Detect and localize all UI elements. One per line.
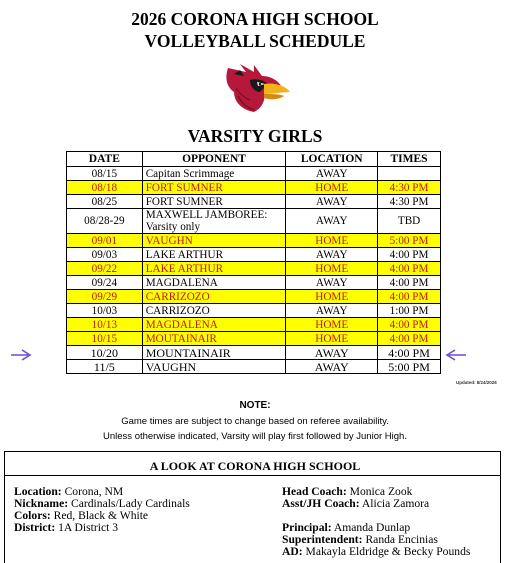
right-arrow-icon bbox=[10, 349, 32, 361]
table-row bbox=[67, 318, 441, 332]
table-row bbox=[67, 209, 441, 234]
cell-location: AWAY bbox=[286, 304, 378, 318]
table-row bbox=[67, 181, 441, 195]
cell-time: 5:00 PM bbox=[378, 234, 441, 248]
info-ad-label: AD: bbox=[282, 545, 303, 558]
note-title: NOTE: bbox=[239, 400, 271, 411]
cell-location: HOME bbox=[286, 262, 378, 276]
schedule-table bbox=[66, 151, 441, 374]
cell-time: 4:00 PM bbox=[378, 290, 441, 304]
schedule-title-line1: 2026 CORONA HIGH SCHOOL bbox=[131, 9, 379, 29]
cell-location: AWAY bbox=[286, 360, 378, 374]
cell-opponent: FORT SUMNER bbox=[142, 195, 286, 209]
cell-location: AWAY bbox=[286, 248, 378, 262]
note-line-2: Unless otherwise indicated, Varsity will play first followed by Junior High. bbox=[103, 431, 407, 442]
info-asst-coach-label: Asst/JH Coach: bbox=[282, 497, 360, 510]
updated-stamp: Updated: 8/24/2026 bbox=[456, 380, 497, 385]
cell-time: 4:00 PM bbox=[378, 318, 441, 332]
info-principal-value: Amanda Dunlap bbox=[333, 521, 411, 534]
info-nickname-value: Cardinals/Lady Cardinals bbox=[71, 497, 190, 510]
cell-date: 09/01 bbox=[67, 234, 143, 248]
cell-time bbox=[378, 167, 441, 181]
info-asst-coach-value: Alicia Zamora bbox=[361, 497, 430, 510]
table-row bbox=[67, 332, 441, 346]
cell-time: 4:00 PM bbox=[378, 346, 441, 360]
cell-date: 09/22 bbox=[67, 262, 143, 276]
cell-opponent: MOUNTAINAIR bbox=[142, 346, 286, 360]
table-row bbox=[67, 304, 441, 318]
info-superintendent-value: Randa Encinias bbox=[365, 533, 438, 546]
table-row bbox=[67, 346, 441, 360]
info-principal-label: Principal: bbox=[282, 521, 332, 534]
cell-date: 08/28-29 bbox=[67, 209, 143, 234]
cell-date: 08/25 bbox=[67, 195, 143, 209]
table-row bbox=[67, 195, 441, 209]
cell-location: AWAY bbox=[286, 167, 378, 181]
cell-date: 10/13 bbox=[67, 318, 143, 332]
cell-time: 4:00 PM bbox=[378, 262, 441, 276]
table-row bbox=[67, 276, 441, 290]
cell-date: 10/20 bbox=[67, 346, 143, 360]
info-location-value: Corona, NM bbox=[64, 485, 124, 498]
cell-time: 5:00 PM bbox=[378, 360, 441, 374]
cell-opponent: VAUGHN bbox=[142, 234, 286, 248]
info-colors-value: Red, Black & White bbox=[53, 509, 149, 522]
school-info-divider bbox=[4, 475, 501, 476]
cell-date: 09/03 bbox=[67, 248, 143, 262]
info-ad bbox=[282, 545, 470, 558]
info-colors-label: Colors: bbox=[14, 509, 51, 522]
info-head-coach-label: Head Coach: bbox=[282, 485, 347, 498]
column-header-times: TIMES bbox=[378, 152, 441, 167]
cell-opponent: CARRIZOZO bbox=[142, 304, 286, 318]
column-header-date: DATE bbox=[67, 152, 143, 167]
cell-time: 4:00 PM bbox=[378, 248, 441, 262]
cell-opponent: MOUTAINAIR bbox=[142, 332, 286, 346]
cell-date: 10/15 bbox=[67, 332, 143, 346]
cell-location: HOME bbox=[286, 332, 378, 346]
cell-opponent: MAGDALENA bbox=[142, 318, 286, 332]
cell-time: 4:00 PM bbox=[378, 332, 441, 346]
cell-location: AWAY bbox=[286, 209, 378, 234]
cell-opponent: Capitan Scrimmage bbox=[142, 167, 286, 181]
cell-opponent: VAUGHN bbox=[142, 360, 286, 374]
cell-opponent: CARRIZOZO bbox=[142, 290, 286, 304]
cell-opponent: LAKE ARTHUR bbox=[142, 248, 286, 262]
cardinal-logo-icon bbox=[220, 62, 292, 114]
table-header-row bbox=[67, 152, 441, 167]
table-row bbox=[67, 248, 441, 262]
school-info-title: A LOOK AT CORONA HIGH SCHOOL bbox=[149, 459, 361, 473]
column-header-location: LOCATION bbox=[286, 152, 378, 167]
cell-time: 4:30 PM bbox=[378, 181, 441, 195]
info-district bbox=[14, 521, 118, 534]
cell-opponent: MAXWELL JAMBOREE: Varsity only bbox=[142, 209, 286, 234]
cell-location: HOME bbox=[286, 234, 378, 248]
cell-location: HOME bbox=[286, 318, 378, 332]
table-row bbox=[67, 262, 441, 276]
cell-date: 09/29 bbox=[67, 290, 143, 304]
cell-location: AWAY bbox=[286, 195, 378, 209]
info-nickname-label: Nickname: bbox=[14, 497, 69, 510]
section-title: VARSITY GIRLS bbox=[187, 126, 323, 146]
left-arrow-icon bbox=[445, 349, 467, 361]
cell-opponent: MAGDALENA bbox=[142, 276, 286, 290]
cell-opponent: FORT SUMNER bbox=[142, 181, 286, 195]
table-row bbox=[67, 360, 441, 374]
info-district-label: District: bbox=[14, 521, 56, 534]
info-ad-value: Makayla Eldridge & Becky Pounds bbox=[305, 545, 471, 558]
info-superintendent-label: Superintendent: bbox=[282, 533, 363, 546]
table-row bbox=[67, 290, 441, 304]
cell-date: 08/15 bbox=[67, 167, 143, 181]
cell-time: 4:30 PM bbox=[378, 195, 441, 209]
info-head-coach-value: Monica Zook bbox=[349, 485, 413, 498]
cell-location: HOME bbox=[286, 290, 378, 304]
cell-location: AWAY bbox=[286, 346, 378, 360]
info-asst-coach bbox=[282, 497, 429, 510]
schedule-title-line2: VOLLEYBALL SCHEDULE bbox=[144, 31, 366, 51]
info-district-value: 1A District 3 bbox=[58, 521, 119, 534]
cell-time: 1:00 PM bbox=[378, 304, 441, 318]
table-row bbox=[67, 167, 441, 181]
cell-location: HOME bbox=[286, 181, 378, 195]
cell-time: TBD bbox=[378, 209, 441, 234]
table-row bbox=[67, 234, 441, 248]
cell-time: 4:00 PM bbox=[378, 276, 441, 290]
note-line-1: Game times are subject to change based on referee availability. bbox=[121, 416, 389, 427]
cell-date: 11/5 bbox=[67, 360, 143, 374]
info-location-label: Location: bbox=[14, 485, 62, 498]
cell-date: 08/18 bbox=[67, 181, 143, 195]
cell-location: AWAY bbox=[286, 276, 378, 290]
cell-date: 10/03 bbox=[67, 304, 143, 318]
column-header-opponent: OPPONENT bbox=[142, 152, 286, 167]
cell-opponent: LAKE ARTHUR bbox=[142, 262, 286, 276]
cell-date: 09/24 bbox=[67, 276, 143, 290]
